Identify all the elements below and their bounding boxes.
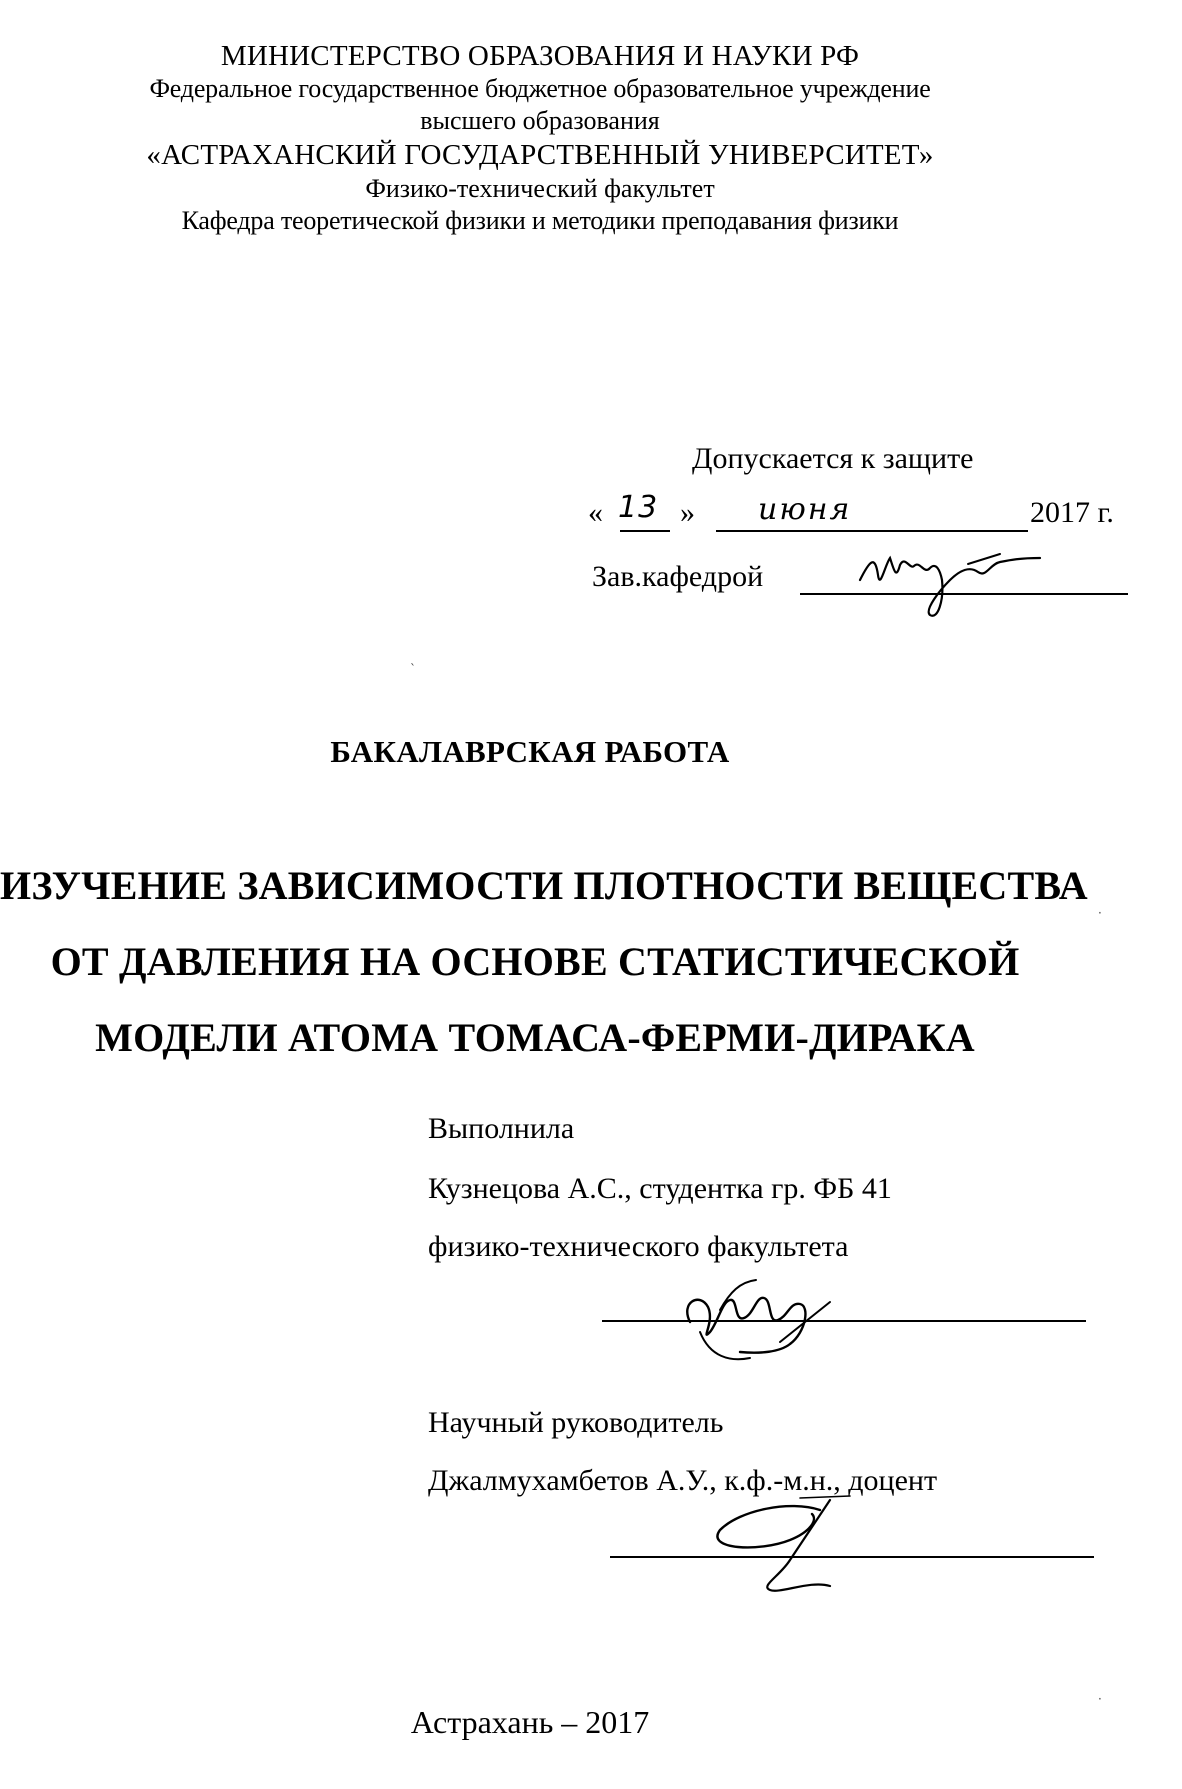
author-name: Кузнецова А.С., студентка гр. ФБ 41: [428, 1172, 892, 1205]
author-faculty: физико-технического факультета: [428, 1230, 849, 1263]
thesis-title-line: МОДЕЛИ АТОМА ТОМАСА-ФЕРМИ-ДИРАКА: [95, 1015, 975, 1060]
approval-day-handwritten: 13: [618, 490, 659, 525]
institution-type: Федеральное государственное бюджетное образовательное учреждение: [149, 74, 931, 103]
faculty-name: Физико-технический факультет: [365, 174, 715, 203]
scan-speck: ·: [1098, 1692, 1102, 1706]
education-level: высшего образования: [420, 106, 660, 135]
city-year: Астрахань – 2017: [410, 1704, 650, 1740]
department-name: Кафедра теоретической физики и методики преподавания физики: [181, 206, 899, 235]
supervisor-label: Научный руководитель: [428, 1406, 724, 1439]
supervisor-name: Джалмухамбетов А.У., к.ф.-м.н., доцент: [428, 1464, 938, 1497]
scan-speck: ·: [1098, 906, 1102, 920]
quote-close: »: [680, 496, 695, 529]
supervisor-signature-icon: [700, 1490, 880, 1600]
work-type: БАКАЛАВРСКАЯ РАБОТА: [330, 734, 730, 769]
quote-open: «: [588, 496, 603, 529]
ministry-name: МИНИСТЕРСТВО ОБРАЗОВАНИЯ И НАУКИ РФ: [220, 40, 860, 72]
student-signature-icon: [660, 1262, 860, 1372]
approval-month-handwritten: июня: [758, 492, 852, 527]
approval-date: [588, 490, 1128, 536]
scan-speck: `: [410, 662, 416, 676]
thesis-title-line: ИЗУЧЕНИЕ ЗАВИСИМОСТИ ПЛОТНОСТИ ВЕЩЕСТВА: [0, 863, 1088, 908]
university-name: «АСТРАХАНСКИЙ ГОСУДАРСТВЕННЫЙ УНИВЕРСИТЕТ»: [146, 139, 934, 171]
thesis-title: [0, 848, 1088, 1076]
head-signature-icon: [850, 540, 1050, 630]
head-of-department-label: Зав.кафедрой: [592, 560, 764, 593]
author-label: Выполнила: [428, 1112, 575, 1145]
approval-title: Допускается к защите: [692, 442, 974, 475]
approval-year: 2017 г.: [1030, 496, 1114, 529]
thesis-title-line: ОТ ДАВЛЕНИЯ НА ОСНОВЕ СТАТИСТИЧЕСКОЙ: [50, 939, 1020, 984]
month-underline: [716, 530, 1028, 532]
day-underline: [620, 530, 670, 532]
